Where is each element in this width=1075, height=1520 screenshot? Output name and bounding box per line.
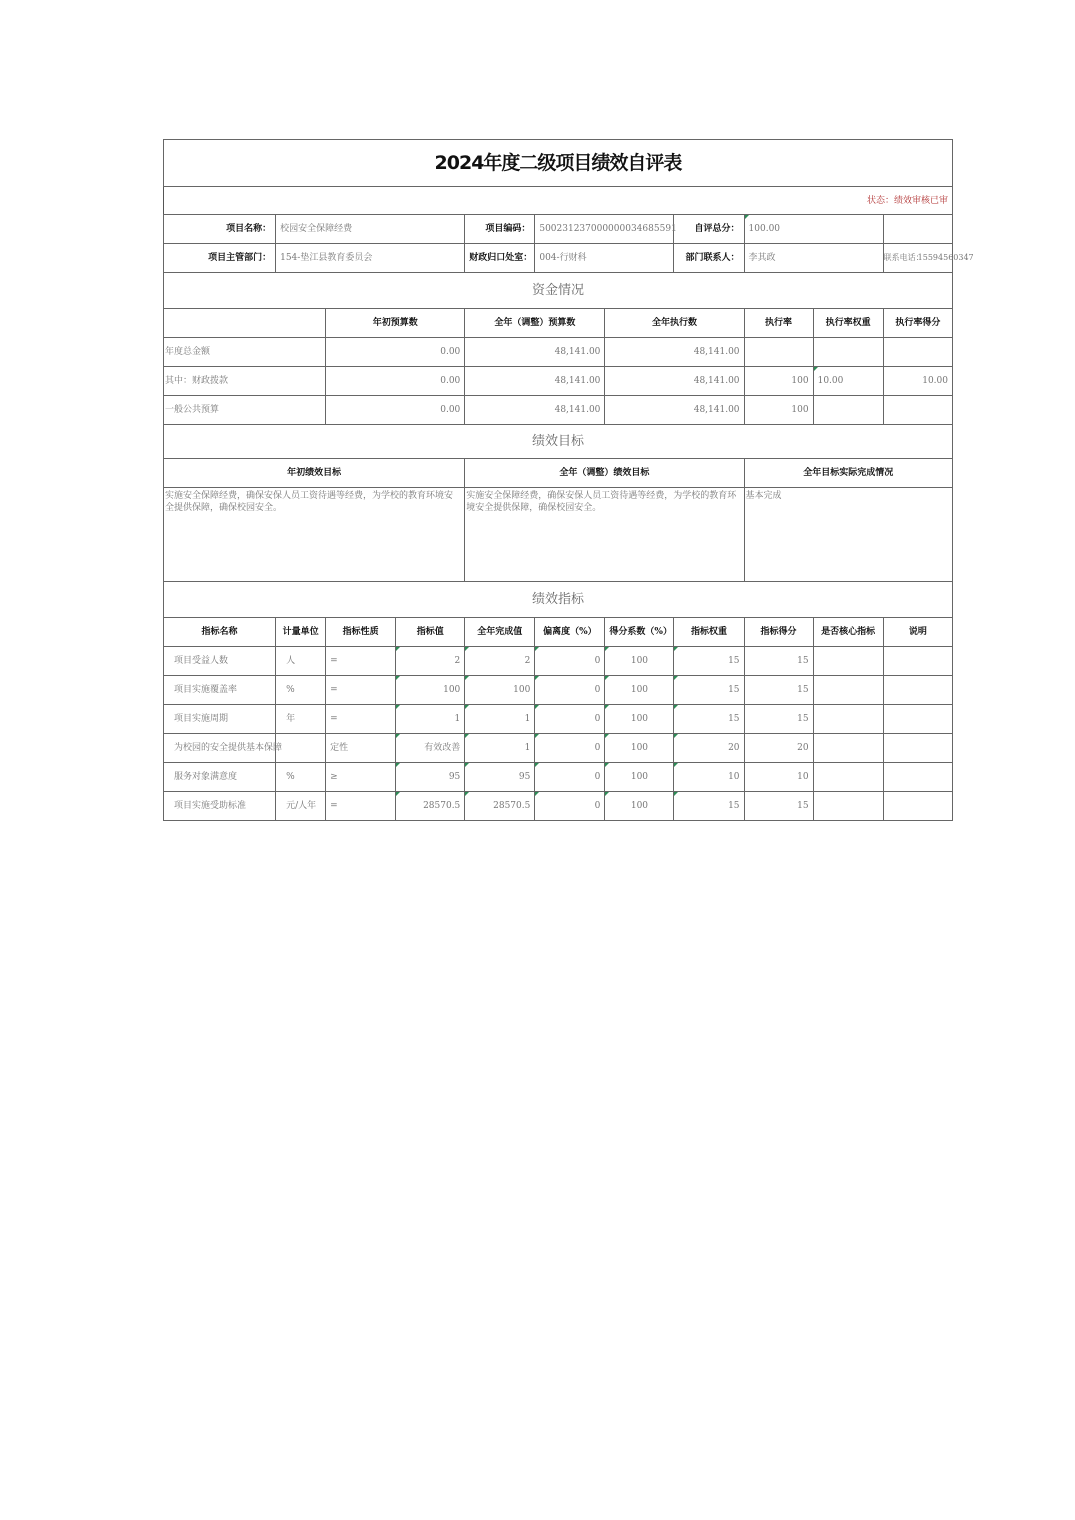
- indicator-header-core: 是否核心指标: [813, 618, 883, 647]
- indicator-unit: %: [276, 676, 326, 705]
- funds-row-weight: [813, 396, 883, 425]
- funds-row-weight: 10.00: [813, 367, 883, 396]
- indicator-core: [813, 705, 883, 734]
- funds-row-name: 其中：财政拨款: [164, 367, 326, 396]
- goals-header-adjusted: 全年（调整）绩效目标: [465, 459, 744, 488]
- dept-label: 项目主管部门：: [164, 244, 276, 273]
- indicator-unit: %: [276, 763, 326, 792]
- indicator-done: 2: [465, 647, 535, 676]
- indicator-core: [813, 676, 883, 705]
- indicator-done: 100: [465, 676, 535, 705]
- goal-adjusted-text: 实施安全保障经费，确保安保人员工资待遇等经费，为学校的教育环境安全提供保障，确保校园安全。: [465, 488, 744, 582]
- table-row: [164, 763, 953, 792]
- indicator-nature: 定性: [326, 734, 396, 763]
- indicator-header-done: 全年完成值: [465, 618, 535, 647]
- indicator-score: 15: [744, 792, 813, 821]
- indicator-value: 28570.5: [396, 792, 465, 821]
- page-title: 2024年度二级项目绩效自评表: [164, 140, 953, 187]
- indicator-unit: 年: [276, 705, 326, 734]
- indicator-name: 为校园的安全提供基本保障: [164, 734, 276, 763]
- funds-row-score: 10.00: [883, 367, 952, 396]
- funds-section-title: 资金情况: [164, 273, 953, 309]
- funds-row-adjusted: 48,141.00: [465, 367, 605, 396]
- indicator-note: [883, 705, 952, 734]
- dept-value: 154-垫江县教育委员会: [276, 244, 465, 273]
- indicator-header-unit: 计量单位: [276, 618, 326, 647]
- funds-row-rate: 100: [744, 396, 813, 425]
- indicator-coef: 100: [605, 763, 674, 792]
- indicator-nature: =: [326, 676, 396, 705]
- indicator-deviation: 0: [535, 676, 605, 705]
- indicator-coef: 100: [605, 647, 674, 676]
- self-evaluation-sheet: [163, 139, 974, 821]
- indicator-score: 15: [744, 647, 813, 676]
- indicator-nature: =: [326, 647, 396, 676]
- indicator-note: [883, 792, 952, 821]
- indicator-value: 有效改善: [396, 734, 465, 763]
- funds-row-rate: [744, 338, 813, 367]
- funds-row: [164, 396, 953, 425]
- goals-header-initial: 年初绩效目标: [164, 459, 465, 488]
- indicator-unit: [276, 734, 326, 763]
- goal-actual-text: 基本完成: [744, 488, 952, 582]
- funds-header-executed: 全年执行数: [605, 309, 744, 338]
- indicator-weight: 10: [674, 763, 744, 792]
- indicator-note: [883, 763, 952, 792]
- indicator-core: [813, 792, 883, 821]
- indicator-nature: =: [326, 792, 396, 821]
- goals-section-title: 绩效目标: [164, 425, 953, 459]
- funds-header-name: [164, 309, 326, 338]
- funds-row-weight: [813, 338, 883, 367]
- funds-header-adjusted: 全年（调整）预算数: [465, 309, 605, 338]
- indicator-name: 项目实施周期: [164, 705, 276, 734]
- indicator-score: 20: [744, 734, 813, 763]
- funds-header-score: 执行率得分: [883, 309, 952, 338]
- indicator-name: 项目实施受助标准: [164, 792, 276, 821]
- indicator-header-nature: 指标性质: [326, 618, 396, 647]
- indicator-header-deviation: 偏离度（%）: [535, 618, 605, 647]
- funds-header-rate: 执行率: [744, 309, 813, 338]
- funds-row-name: 一般公共预算: [164, 396, 326, 425]
- indicator-nature: ≥: [326, 763, 396, 792]
- phone-label: 联系电话：: [883, 253, 924, 262]
- table-row: [164, 734, 953, 763]
- funds-row-executed: 48,141.00: [605, 367, 744, 396]
- phone-value: 15594560347: [917, 253, 974, 262]
- indicator-header-name: 指标名称: [164, 618, 276, 647]
- funds-row: [164, 367, 953, 396]
- indicator-coef: 100: [605, 676, 674, 705]
- indicator-deviation: 0: [535, 647, 605, 676]
- funds-row-executed: 48,141.00: [605, 338, 744, 367]
- table-row: [164, 676, 953, 705]
- indicator-value: 1: [396, 705, 465, 734]
- indicator-done: 1: [465, 734, 535, 763]
- indicator-deviation: 0: [535, 763, 605, 792]
- indicator-weight: 15: [674, 705, 744, 734]
- indicator-name: 项目受益人数: [164, 647, 276, 676]
- funds-row-score: [883, 338, 952, 367]
- indicator-done: 28570.5: [465, 792, 535, 821]
- table-row: [164, 647, 953, 676]
- indicator-score: 15: [744, 676, 813, 705]
- indicator-core: [813, 734, 883, 763]
- self-score-label: 自评总分：: [674, 215, 744, 244]
- indicator-coef: 100: [605, 792, 674, 821]
- project-code-value: 500231237000000034685591: [535, 215, 674, 244]
- indicator-core: [813, 647, 883, 676]
- phone-group: [883, 244, 974, 273]
- indicator-unit: 人: [276, 647, 326, 676]
- self-score-value: 100.00: [744, 215, 883, 244]
- indicator-done: 1: [465, 705, 535, 734]
- indicator-nature: =: [326, 705, 396, 734]
- indicator-deviation: 0: [535, 734, 605, 763]
- funds-header-weight: 执行率权重: [813, 309, 883, 338]
- goal-initial-text: 实施安全保障经费，确保安保人员工资待遇等经费，为学校的教育环境安全提供保障，确保校园安全。: [164, 488, 465, 582]
- indicator-header-coef: 得分系数（%）: [605, 618, 674, 647]
- indicator-deviation: 0: [535, 705, 605, 734]
- project-name-value: 校园安全保障经费: [276, 215, 465, 244]
- indicator-header-note: 说明: [883, 618, 952, 647]
- indicator-name: 项目实施覆盖率: [164, 676, 276, 705]
- indicator-header-score: 指标得分: [744, 618, 813, 647]
- indicator-value: 95: [396, 763, 465, 792]
- indicator-weight: 15: [674, 676, 744, 705]
- indicator-value: 100: [396, 676, 465, 705]
- indicator-weight: 15: [674, 792, 744, 821]
- status-badge: 状态：绩效审核已审: [164, 187, 953, 215]
- funds-row-score: [883, 396, 952, 425]
- empty-cell: [883, 215, 952, 244]
- indicator-note: [883, 734, 952, 763]
- indicator-weight: 20: [674, 734, 744, 763]
- project-code-label: 项目编码：: [465, 215, 535, 244]
- goals-header-actual: 全年目标实际完成情况: [744, 459, 952, 488]
- indicators-section-title: 绩效指标: [164, 582, 953, 618]
- indicator-score: 15: [744, 705, 813, 734]
- funds-row-initial: 0.00: [326, 396, 465, 425]
- funds-row-adjusted: 48,141.00: [465, 338, 605, 367]
- funds-row-initial: 0.00: [326, 367, 465, 396]
- finance-label: 财政归口处室：: [465, 244, 535, 273]
- project-name-label: 项目名称：: [164, 215, 276, 244]
- funds-row: [164, 338, 953, 367]
- indicator-deviation: 0: [535, 792, 605, 821]
- indicator-unit: 元/人年: [276, 792, 326, 821]
- table-row: [164, 792, 953, 821]
- indicator-score: 10: [744, 763, 813, 792]
- indicator-header-weight: 指标权重: [674, 618, 744, 647]
- contact-value: 李其政: [744, 244, 883, 273]
- indicator-weight: 15: [674, 647, 744, 676]
- funds-header-initial: 年初预算数: [326, 309, 465, 338]
- funds-row-adjusted: 48,141.00: [465, 396, 605, 425]
- table-row: [164, 705, 953, 734]
- indicator-header-value: 指标值: [396, 618, 465, 647]
- funds-row-name: 年度总金额: [164, 338, 326, 367]
- indicator-coef: 100: [605, 734, 674, 763]
- indicator-note: [883, 676, 952, 705]
- finance-value: 004-行财科: [535, 244, 674, 273]
- contact-label: 部门联系人：: [674, 244, 744, 273]
- indicator-coef: 100: [605, 705, 674, 734]
- funds-row-executed: 48,141.00: [605, 396, 744, 425]
- indicator-value: 2: [396, 647, 465, 676]
- funds-row-initial: 0.00: [326, 338, 465, 367]
- funds-row-rate: 100: [744, 367, 813, 396]
- indicator-note: [883, 647, 952, 676]
- indicator-name: 服务对象满意度: [164, 763, 276, 792]
- indicator-core: [813, 763, 883, 792]
- indicator-done: 95: [465, 763, 535, 792]
